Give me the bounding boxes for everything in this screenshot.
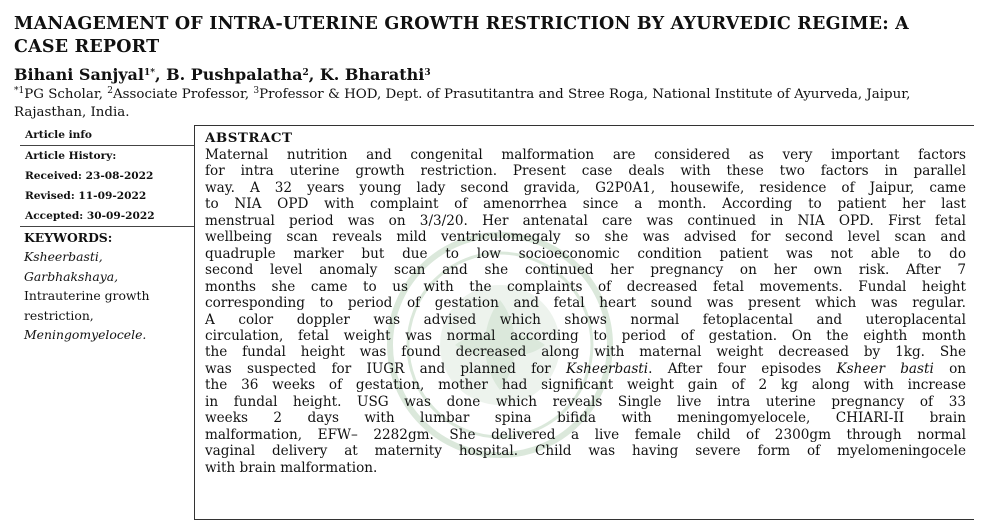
abstract-line: the 36 weeks of gestation, mother had significant weight gain of 2 kg along with increase [205, 377, 966, 394]
keyword-item: Meningomyelocele. [24, 327, 147, 342]
abstract-line: with brain malformation. [205, 459, 378, 476]
abstract-body [205, 147, 966, 476]
received-date: Received: 23-08-2022 [25, 170, 154, 182]
article-info-sidebar [20, 125, 194, 520]
affiliation-mark: 2 [107, 86, 113, 96]
keyword-item: restriction, [24, 307, 94, 323]
abstract-line: menstrual period was on 3/3/20. Her antenatal care was continued in NIA OPD. First fetal [205, 212, 966, 229]
keywords-list [20, 247, 194, 345]
keyword-item: Garbhakshaya, [24, 268, 119, 284]
abstract-line: to NIA OPD with complaint of amenorrhea since a month. According to patient her last [205, 196, 966, 213]
abstract-line: in fundal height. USG was done which reveals Single live intra uterine pregnancy of 33 [205, 393, 966, 410]
abstract-heading: ABSTRACT [205, 130, 293, 146]
author-mark: 3 [424, 68, 431, 78]
abstract-line: second level anomaly scan and she continued her pregnancy on her own risk. After 7 [205, 262, 966, 279]
paper-title: MANAGEMENT OF INTRA-UTERINE GROWTH RESTRICTION BY AYURVEDIC REGIME: A CASE REPORT [14, 14, 909, 57]
abstract-line: A color doppler was advised which shows normal fetoplacental and uteroplacental [205, 311, 966, 328]
abstract-line: malformation, EFW– 2282gm. She delivered a live female child of 2300gm through normal [205, 426, 966, 443]
abstract-line: weeks 2 days with lumbar spina bifida with meningomyelocele, CHIARI-II brain [205, 410, 966, 427]
abstract-line: months she came to us with the complaints of decreased fetal movements. Fundal height [205, 278, 966, 295]
affiliation-text: Professor & HOD, Dept. of Prasutitantra and Stree Roga, National Institute of Ayurveda, Jaipur, Rajasthan, India. [14, 87, 911, 120]
abstract-line: quadruple marker but due to low socioeconomic condition patient was not able to do [205, 245, 966, 262]
revised-date: Revised: 11-09-2022 [25, 190, 147, 202]
affiliation-text: PG Scholar, [24, 87, 108, 102]
abstract-line: wellbeing scan reveals mild ventriculomegaly so she was advised for second level scan and [205, 229, 966, 246]
abstract-line: circulation, fetal weight was normal according to period of gestation. On the eighth month [205, 327, 966, 344]
affiliation-text: Associate Professor, [113, 87, 254, 102]
author-mark: 2 [302, 68, 309, 78]
author-mark: 1* [143, 68, 155, 78]
article-history-heading: Article History: [20, 145, 194, 166]
abstract-line: for intra uterine growth restriction. Present case deals with these two factors in parallel [205, 163, 966, 180]
abstract-section [194, 125, 974, 520]
keyword-item: Intrauterine growth [24, 288, 150, 303]
abstract-line: was suspected for IUGR and planned for Ksheerbasti. After four episodes Ksheer basti on [205, 360, 967, 377]
affiliation-mark: *1 [14, 86, 25, 96]
keywords-heading: KEYWORDS: [24, 230, 113, 245]
accepted-date: Accepted: 30-09-2022 [20, 206, 194, 227]
abstract-line: Maternal nutrition and congenital malformation are considered as very important factors [205, 147, 966, 163]
abstract-line: the fundal height was found decreased along with maternal weight decreased by 1kg. She [205, 344, 966, 361]
author-name: Bihani Sanjyal [14, 65, 144, 84]
affiliation [14, 86, 964, 121]
article-info-heading: Article info [25, 129, 92, 141]
abstract-line: vaginal delivery at maternity hospital. Child was having severe form of myelomeningocele [205, 443, 966, 460]
keyword-item: Ksheerbasti, [24, 249, 103, 264]
affiliation-mark: 3 [253, 86, 260, 96]
abstract-line: way. A 32 years young lady second gravida, G2P0A1, housewife, residence of Jaipur, came [205, 179, 966, 196]
author-list: Bihani Sanjyal$^{1*}$, B. Pushpalatha$^2$, K. Bharathi$^3$ [14, 65, 431, 84]
abstract-line: corresponding to period of gestation and fetal heart sound was present which was regular. [205, 295, 966, 312]
author-name: K. Bharathi [319, 65, 425, 84]
author-name: B. Pushpalatha [166, 65, 303, 84]
